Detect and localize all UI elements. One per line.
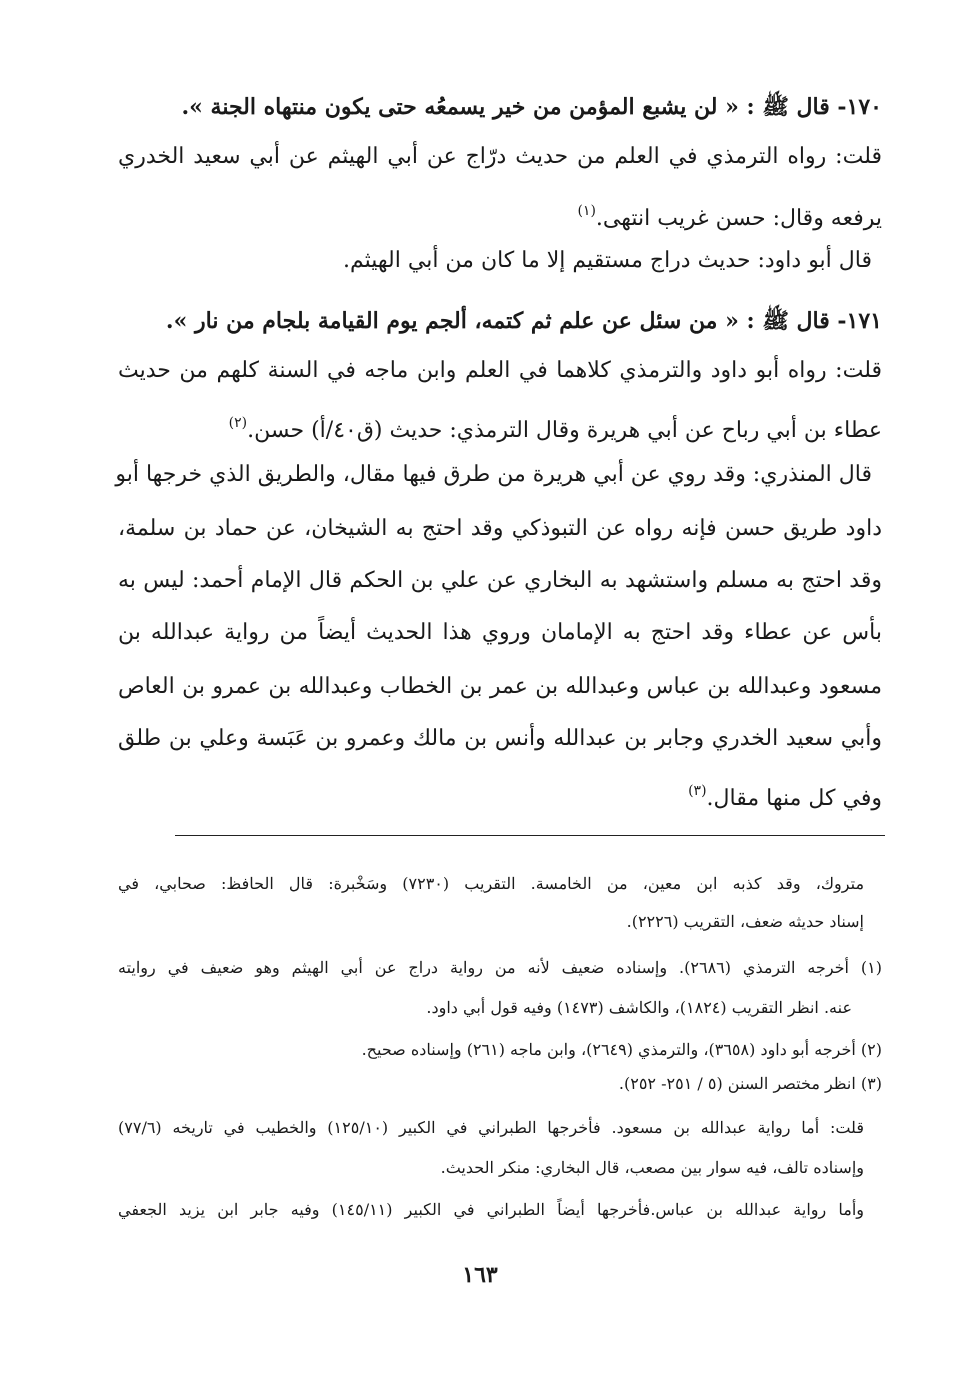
footnote-3: (٣) انظر مختصر السنن (٥ / ٢٥١- ٢٥٢). <box>618 1074 882 1093</box>
footnote-line: قلت: أما رواية عبدالله بن مسعود. فأخرجها الطبراني في الكبير (١٢٥/١٠) والخطيب في تاريخه (٧٧/٦) <box>118 1118 865 1137</box>
text-line-1 <box>118 128 882 186</box>
text-line: قال أبو داود: حديث دراج مستقيم إلا ما كان من أبي الهيثم. <box>343 248 872 273</box>
footnote-mark[interactable]: (٢) <box>228 415 248 431</box>
footnote-mark[interactable]: (١) <box>577 203 596 219</box>
page-number: ١٦٣ <box>462 1262 498 1288</box>
text-line: وفي كل منها مقال. <box>706 786 882 811</box>
footnote-line: عنه. انظر التقريب (١٨٢٤)، والكاشف (١٤٧٣) وفيه قول أبي داود. <box>426 998 852 1017</box>
text-line: ١٧١- قال ﷺ : « من سئل عن علم ثم كتمه، ألجم يوم القيامة بلجام من نار ». <box>165 308 882 334</box>
text-line: قال المنذري: وقد روي عن أبي هريرة من طرق فيها مقال، والطريق الذي خرجها أبو <box>115 462 872 487</box>
text-line: وأبي سعيد الخدري وجابر بن عبدالله وأنس بن مالك وعمرو بن عَبَسة وعلي بن طلق <box>118 726 882 751</box>
footnote-line: إسناد حديثه ضعف، التقريب (٢٢٢٦). <box>626 912 864 931</box>
footnote-line: وإسناده تالف، فيه سوار بين مصعب، قال البخاري: منكر الحديث. <box>440 1158 864 1177</box>
text-line-9 <box>118 552 882 610</box>
text-line-8 <box>118 500 882 558</box>
text-line: وقد احتج به مسلم واستشهد به البخاري عن علي بن الحكم قال الإمام أحمد: ليس به <box>118 568 882 593</box>
footnote-separator <box>175 835 885 836</box>
footnote-line: وأما رواية عبدالله بن عباس.فأخرجها أيضاً الطبراني في الكبير (١٤٥/١١) وفيه جابر ابن يزيد الجعفي <box>118 1200 864 1219</box>
text-line-3 <box>118 232 882 290</box>
text-line: عطاء بن أبي رباح عن أبي هريرة وقال الترمذي: حديث (ق٤٠/أ) حسن. <box>247 418 882 443</box>
text-line: قلت: رواه الترمذي في العلم من حديث درّاج عن أبي الهيثم عن أبي سعيد الخدري <box>118 144 882 169</box>
text-line-5 <box>118 342 882 400</box>
text-line: يرفعه وقال: حسن غريب انتهى. <box>595 206 882 231</box>
text-line-11 <box>118 658 882 716</box>
footnote-mark[interactable]: (٣) <box>688 783 707 799</box>
text-line-10 <box>118 604 882 662</box>
footnote-1: (١) أخرجه الترمذي (٢٦٨٦). وإسناده ضعيف لأنه من رواية دراج عن أبي الهيثم وهو ضعيف في روايته <box>118 958 883 977</box>
text-line: قلت: رواه أبو داود والترمذي كلاهما في العلم وابن ماجه في السنة كلهم من حديث <box>118 358 882 383</box>
text-line: مسعود وعبدالله بن عباس وعبدالله بن عمر بن الخطاب وعبدالله بن عمرو بن العاص <box>118 674 882 699</box>
text-line: بأس عن عطاء وقد احتج به الإمامان وروي هذا الحديث أيضاً من رواية عبدالله بن <box>118 620 882 645</box>
text-line-12 <box>118 710 882 768</box>
footnote-2: (٢) أخرجه أبو داود (٣٦٥٨)، والترمذي (٢٦٤٩)، وابن ماجه (٢٦١) وإسناده صحيح. <box>361 1040 882 1059</box>
text-line: ١٧٠- قال ﷺ : « لن يشبع المؤمن من خير يسمعُه حتى يكون منتهاه الجنة ». <box>181 94 882 120</box>
text-line: داود طريق حسن فإنه رواه عن التبوذكي وقد احتج به الشيخان، عن حماد بن سلمة، <box>118 516 882 541</box>
text-line-6 <box>118 394 882 452</box>
text-line-13 <box>118 762 882 820</box>
footnote-line: متروك، وقد كذبه ابن معين، من الخامسة. التقريب (٧٢٣٠) وسَخْبرة: قال الحافظ: صحابي، في <box>118 874 865 893</box>
text-line-7 <box>115 446 882 504</box>
